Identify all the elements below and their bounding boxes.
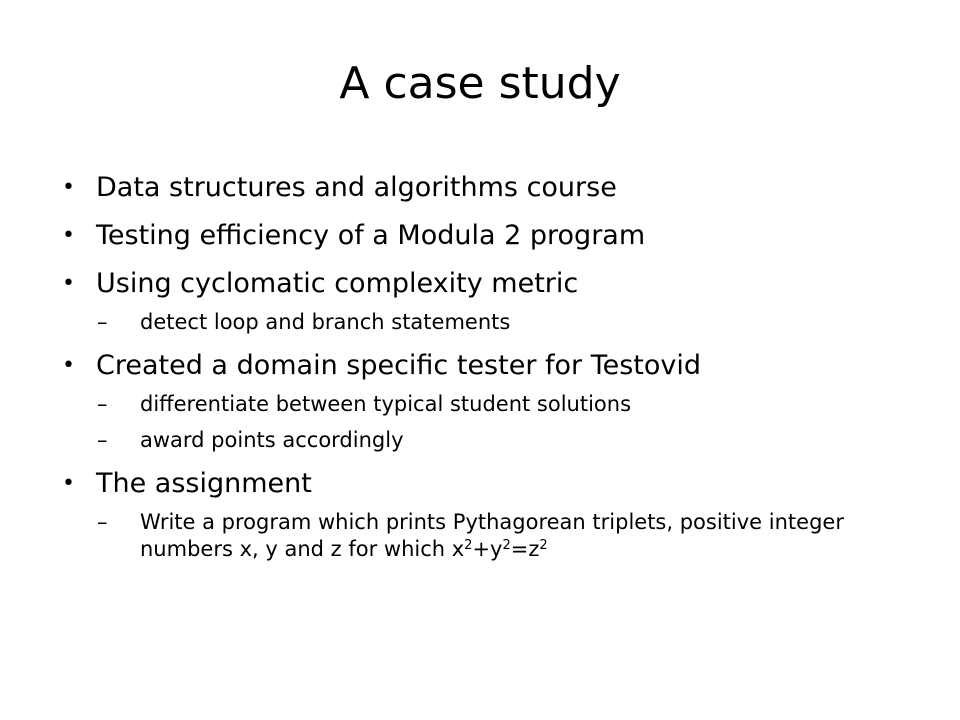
slide-title: A case study xyxy=(339,58,621,109)
bullet-item xyxy=(62,218,922,254)
sub-bullet-item xyxy=(62,309,922,336)
bullet-icon: • xyxy=(62,223,75,248)
bullet-text: Using cyclomatic complexity metric xyxy=(96,268,579,299)
bullet-text: The assignment xyxy=(96,468,312,499)
bullet-icon: • xyxy=(62,353,75,378)
dash-icon: – xyxy=(97,510,108,534)
bullet-list xyxy=(62,170,922,563)
sub-bullet-item xyxy=(62,391,922,418)
bullet-item xyxy=(62,348,922,384)
dash-icon: – xyxy=(97,392,108,416)
sub-bullet-item xyxy=(62,509,922,563)
bullet-text: Testing efficiency of a Modula 2 program xyxy=(96,220,646,251)
formula-prefix: Write a program which prints Pythagorean triplets, positive integer numbers x, y and z for which x xyxy=(140,510,844,561)
bullet-icon: • xyxy=(62,175,75,200)
sub-bullet-text: differentiate between typical student solutions xyxy=(140,392,632,416)
formula-text xyxy=(140,510,844,561)
bullet-item xyxy=(62,466,922,502)
exponent: 2 xyxy=(502,537,511,553)
bullet-text: Data structures and algorithms course xyxy=(96,172,617,203)
sub-bullet-text: award points accordingly xyxy=(140,428,404,452)
bullet-icon: • xyxy=(62,471,75,496)
sub-bullet-text: detect loop and branch statements xyxy=(140,310,511,334)
dash-icon: – xyxy=(97,310,108,334)
formula-part: =z xyxy=(510,537,540,561)
bullet-icon: • xyxy=(62,271,75,296)
exponent: 2 xyxy=(539,537,548,553)
bullet-text: Created a domain specific tester for Testovid xyxy=(96,350,702,381)
dash-icon: – xyxy=(97,428,108,452)
sub-bullet-item xyxy=(62,427,922,454)
bullet-item xyxy=(62,170,922,206)
formula-part: +y xyxy=(472,537,503,561)
exponent: 2 xyxy=(464,537,473,553)
bullet-item xyxy=(62,266,922,302)
